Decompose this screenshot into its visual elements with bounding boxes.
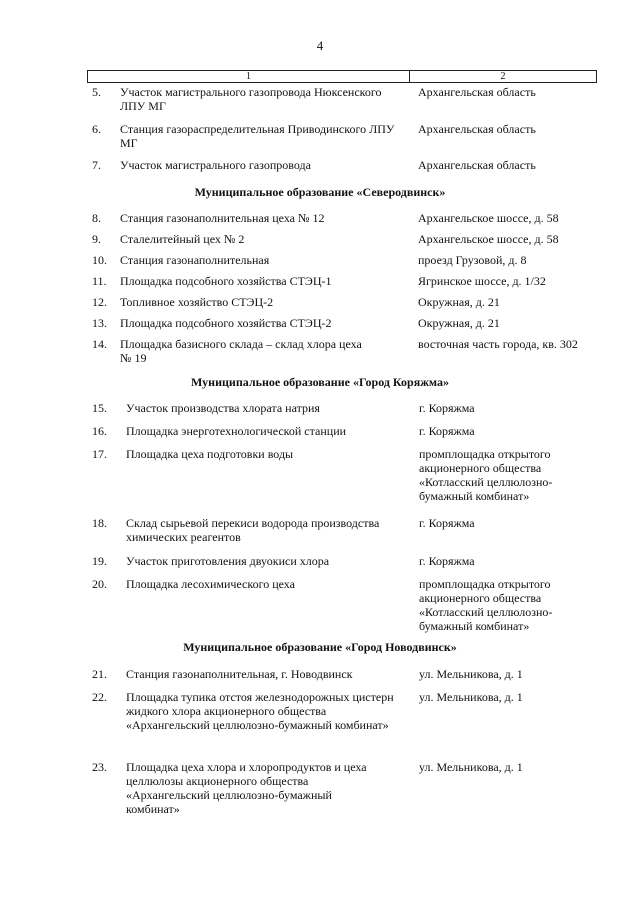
row-location: промплощадка открытого акционерного общества «Котласский целлюлозно-бумажный комбинат»: [419, 577, 553, 633]
row-name: Площадка базисного склада – склад хлора цеха № 19: [120, 337, 362, 365]
row-location: Архангельское шоссе, д. 58: [418, 211, 559, 225]
row-location: Ягринское шоссе, д. 1/32: [418, 274, 546, 288]
row-name: Площадка энерготехнологической станции: [126, 424, 347, 438]
section-heading-severodvinsk: Муниципальное образование «Северодвинск»: [194, 185, 446, 199]
row-number: 19.: [92, 554, 107, 568]
row-number: 21.: [92, 667, 107, 681]
row-location: г. Коряжма: [419, 424, 475, 438]
row-name: Станция газонаполнительная, г. Новодвинск: [126, 667, 353, 681]
row-name: Площадка подсобного хозяйства СТЭЦ-1: [120, 274, 332, 288]
section-heading-novodvinsk: Муниципальное образование «Город Новодвинск»: [183, 640, 457, 654]
row-number: 15.: [92, 401, 107, 415]
row-number: 9.: [92, 232, 101, 246]
row-location: Архангельская область: [418, 122, 536, 136]
row-number: 13.: [92, 316, 107, 330]
row-number: 22.: [92, 690, 107, 704]
row-number: 10.: [92, 253, 107, 267]
row-location: г. Коряжма: [419, 516, 475, 530]
header-col-2: 2: [500, 71, 506, 82]
table-header: [87, 70, 597, 83]
row-number: 16.: [92, 424, 107, 438]
row-number: 6.: [92, 122, 101, 136]
row-location: Архангельская область: [418, 158, 536, 172]
row-number: 20.: [92, 577, 107, 591]
row-number: 23.: [92, 760, 107, 774]
row-location: г. Коряжма: [419, 401, 475, 415]
row-number: 18.: [92, 516, 107, 530]
row-name: Склад сырьевой перекиси водорода производства химических реагентов: [126, 516, 380, 544]
row-name: Участок магистрального газопровода: [120, 158, 311, 172]
row-name: Станция газораспределительная Приводинского ЛПУ МГ: [120, 122, 395, 150]
row-name: Площадка цеха хлора и хлоропродуктов и цеха целлюлозы акционерного общества «Архангельский целлюлозно-бумажный комбинат»: [126, 760, 367, 816]
row-number: 8.: [92, 211, 101, 225]
row-location: проезд Грузовой, д. 8: [418, 253, 527, 267]
row-location: г. Коряжма: [419, 554, 475, 568]
row-name: Участок приготовления двуокиси хлора: [126, 554, 330, 568]
row-number: 7.: [92, 158, 101, 172]
row-location: Окружная, д. 21: [418, 316, 500, 330]
row-number: 17.: [92, 447, 107, 461]
row-number: 14.: [92, 337, 107, 351]
row-location: Архангельская область: [418, 85, 536, 99]
row-name: Площадка подсобного хозяйства СТЭЦ-2: [120, 316, 332, 330]
row-location: Архангельское шоссе, д. 58: [418, 232, 559, 246]
row-location: восточная часть города, кв. 302: [418, 337, 578, 351]
row-number: 11.: [92, 274, 107, 288]
row-number: 5.: [92, 85, 101, 99]
header-col-1: 1: [88, 71, 410, 82]
row-name: Сталелитейный цех № 2: [120, 232, 245, 246]
row-location: ул. Мельникова, д. 1: [419, 690, 523, 704]
row-location: промплощадка открытого акционерного общества «Котласский целлюлозно-бумажный комбинат»: [419, 447, 553, 503]
row-location: ул. Мельникова, д. 1: [419, 667, 523, 681]
row-name: Станция газонаполнительная: [120, 253, 270, 267]
row-name: Участок производства хлората натрия: [126, 401, 320, 415]
row-name: Топливное хозяйство СТЭЦ-2: [120, 295, 274, 309]
row-name: Станция газонаполнительная цеха № 12: [120, 211, 325, 225]
row-name: Площадка лесохимического цеха: [126, 577, 295, 591]
row-location: Окружная, д. 21: [418, 295, 500, 309]
row-number: 12.: [92, 295, 107, 309]
row-name: Площадка цеха подготовки воды: [126, 447, 294, 461]
row-name: Участок магистрального газопровода Нюксенского ЛПУ МГ: [120, 85, 382, 113]
row-location: ул. Мельникова, д. 1: [419, 760, 523, 774]
row-name: Площадка тупика отстоя железнодорожных цистерн жидкого хлора акционерного общества «Архангельский целлюлозно-бумажный комбинат»: [126, 690, 394, 732]
page-number: 4: [316, 38, 324, 53]
section-heading-koryazhma: Муниципальное образование «Город Коряжма»: [191, 375, 449, 389]
